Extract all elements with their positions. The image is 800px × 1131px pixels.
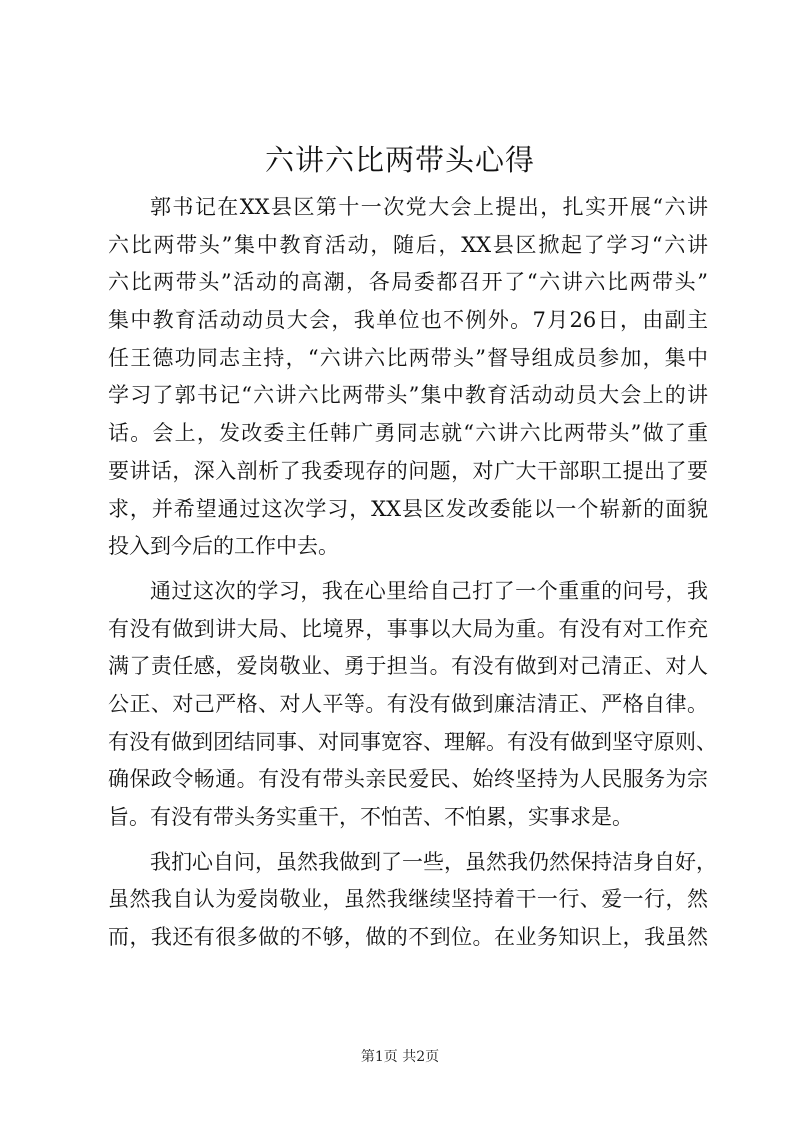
paragraph-spacer — [108, 837, 708, 844]
text-line: 任王德功同志主持，“六讲六比两带头”督导组成员参加，集中 — [108, 345, 708, 370]
text-line: 有没有做到讲大局、比境界，事事以大局为重。有没有对工作充 — [108, 616, 708, 641]
text-line: 有没有做到团结同事、对同事宽容、理解。有没有做到坚守原则、 — [108, 729, 717, 754]
text-line: 确保政令畅通。有没有带头亲民爱民、始终坚持为人民服务为宗 — [108, 767, 708, 792]
text-line: 我扪心自问，虽然我做到了一些，虽然我仍然保持洁身自好， — [150, 849, 717, 874]
text-line: 郭书记在XX县区第十一次党大会上提出，扎实开展“六讲 — [150, 195, 708, 219]
text-line: 学习了郭书记“六讲六比两带头”集中教育活动动员大会上的讲 — [108, 383, 708, 408]
text-line: 集中教育活动动员大会，我单位也不例外。7月26日，由副主 — [108, 308, 708, 333]
text-line: 话。会上，发改委主任韩广勇同志就“六讲六比两带头”做了重 — [108, 421, 708, 446]
text-line: 六比两带头”集中教育活动，随后，XX县区掀起了学习“六讲 — [108, 232, 708, 257]
text-line: 而，我还有很多做的不够，做的不到位。在业务知识上，我虽然 — [108, 925, 708, 950]
document-title: 六讲六比两带头心得 — [264, 143, 535, 177]
text-line: 满了责任感，爱岗敬业、勇于担当。有没有做到对己清正、对人 — [108, 654, 708, 679]
text-line: 投入到今后的工作中去。 — [108, 534, 339, 559]
text-line: 旨。有没有带头务实重干，不怕苦、不怕累，实事求是。 — [108, 805, 633, 829]
text-line: 公正、对己严格、对人平等。有没有做到廉洁清正、严格自律。 — [108, 691, 708, 716]
text-line: 虽然我自认为爱岗敬业，虽然我继续坚持着干一行、爱一行，然 — [108, 887, 708, 912]
paragraph-1 — [108, 189, 708, 566]
page-footer: 第1页 共2页 — [360, 1049, 440, 1065]
paragraph-2 — [108, 573, 717, 837]
text-line: 六比两带头”活动的高潮，各局委都召开了“六讲六比两带头” — [108, 270, 708, 295]
text-line: 求，并希望通过这次学习，XX县区发改委能以一个崭新的面貌 — [108, 496, 708, 521]
paragraph-spacer — [108, 566, 708, 573]
text-line: 要讲话，深入剖析了我委现存的问题，对广大干部职工提出了要 — [108, 458, 708, 483]
text-line: 通过这次的学习，我在心里给自己打了一个重重的问号，我 — [150, 578, 708, 603]
paragraph-3 — [108, 844, 717, 957]
document-body — [108, 189, 717, 957]
